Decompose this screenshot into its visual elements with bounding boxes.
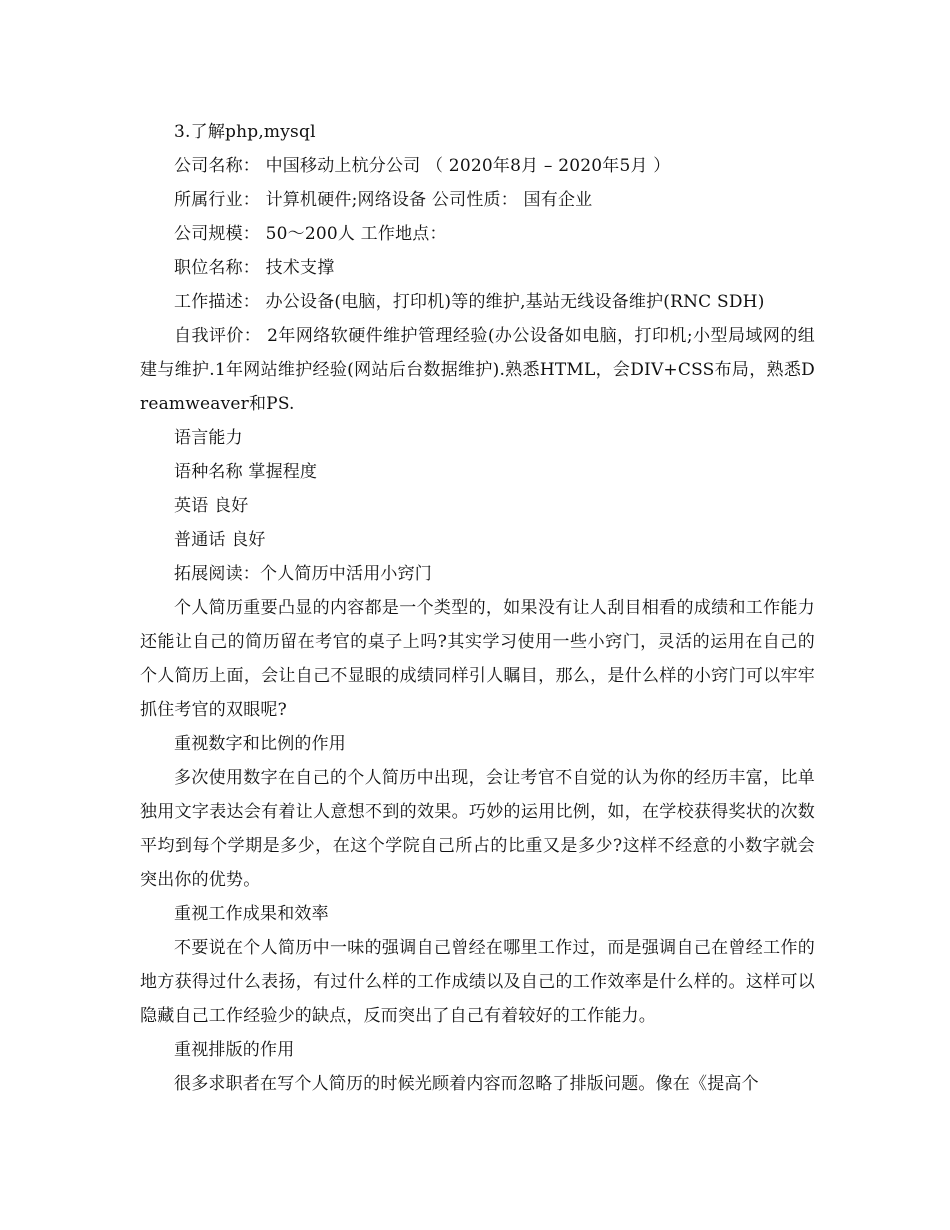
tip-body: 很多求职者在写个人简历的时候光顾着内容而忽略了排版问题。像在《提高个 <box>174 1074 759 1094</box>
skill-line: 3.了解php,mysql <box>174 122 316 142</box>
tip-body: 多次使用数字在自己的个人简历中出现，会让考官不自觉的认为你的经历丰富，比单独用文字表达会有着让人意想不到的效果。巧妙的运用比例，如，在学校获得奖状的次数平均到每个学期是多少，在这个学院自己所占的比重又是多少?这样不经意的小数字就会突出你的优势。 <box>140 768 815 890</box>
tip-heading: 重视工作成果和效率 <box>174 904 329 924</box>
language-table-header: 语种名称 掌握程度 <box>174 462 318 482</box>
position-line: 职位名称： 技术支撑 <box>174 258 335 278</box>
language-section-title: 语言能力 <box>174 428 243 448</box>
self-evaluation-paragraph: 自我评价： 2年网络软硬件维护管理经验(办公设备如电脑，打印机;小型局域网的组建与维护.1年网站维护经验(网站后台数据维护).熟悉HTML，会DIV+CSS布局，熟悉Dreamweaver和PS. <box>140 326 815 414</box>
document-body <box>140 115 815 1101</box>
company-name-line: 公司名称： 中国移动上杭分公司 （ 2020年8月 – 2020年5月 ） <box>174 156 671 176</box>
language-row: 英语 良好 <box>174 496 249 516</box>
language-row: 普通话 良好 <box>174 530 266 550</box>
tip-heading: 重视排版的作用 <box>174 1040 295 1060</box>
job-description-line: 工作描述： 办公设备(电脑，打印机)等的维护,基站无线设备维护(RNC SDH) <box>174 292 765 312</box>
extended-reading-title: 拓展阅读：个人简历中活用小窍门 <box>174 564 432 584</box>
tip-heading: 重视数字和比例的作用 <box>174 734 346 754</box>
tip-body: 不要说在个人简历中一味的强调自己曾经在哪里工作过，而是强调自己在曾经工作的地方获得过什么表扬，有过什么样的工作成绩以及自己的工作效率是什么样的。这样可以隐藏自己工作经验少的缺点，反而突出了自己有着较好的工作能力。 <box>140 938 815 1026</box>
company-scale-line: 公司规模： 50～200人 工作地点： <box>174 224 447 244</box>
intro-paragraph: 个人简历重要凸显的内容都是一个类型的，如果没有让人刮目相看的成绩和工作能力还能让自己的简历留在考官的桌子上吗?其实学习使用一些小窍门，灵活的运用在自己的个人简历上面，会让自己不显眼的成绩同样引人瞩目，那么，是什么样的小窍门可以牢牢抓住考官的双眼呢? <box>140 598 815 720</box>
industry-line: 所属行业： 计算机硬件;网络设备 公司性质： 国有企业 <box>174 190 593 210</box>
